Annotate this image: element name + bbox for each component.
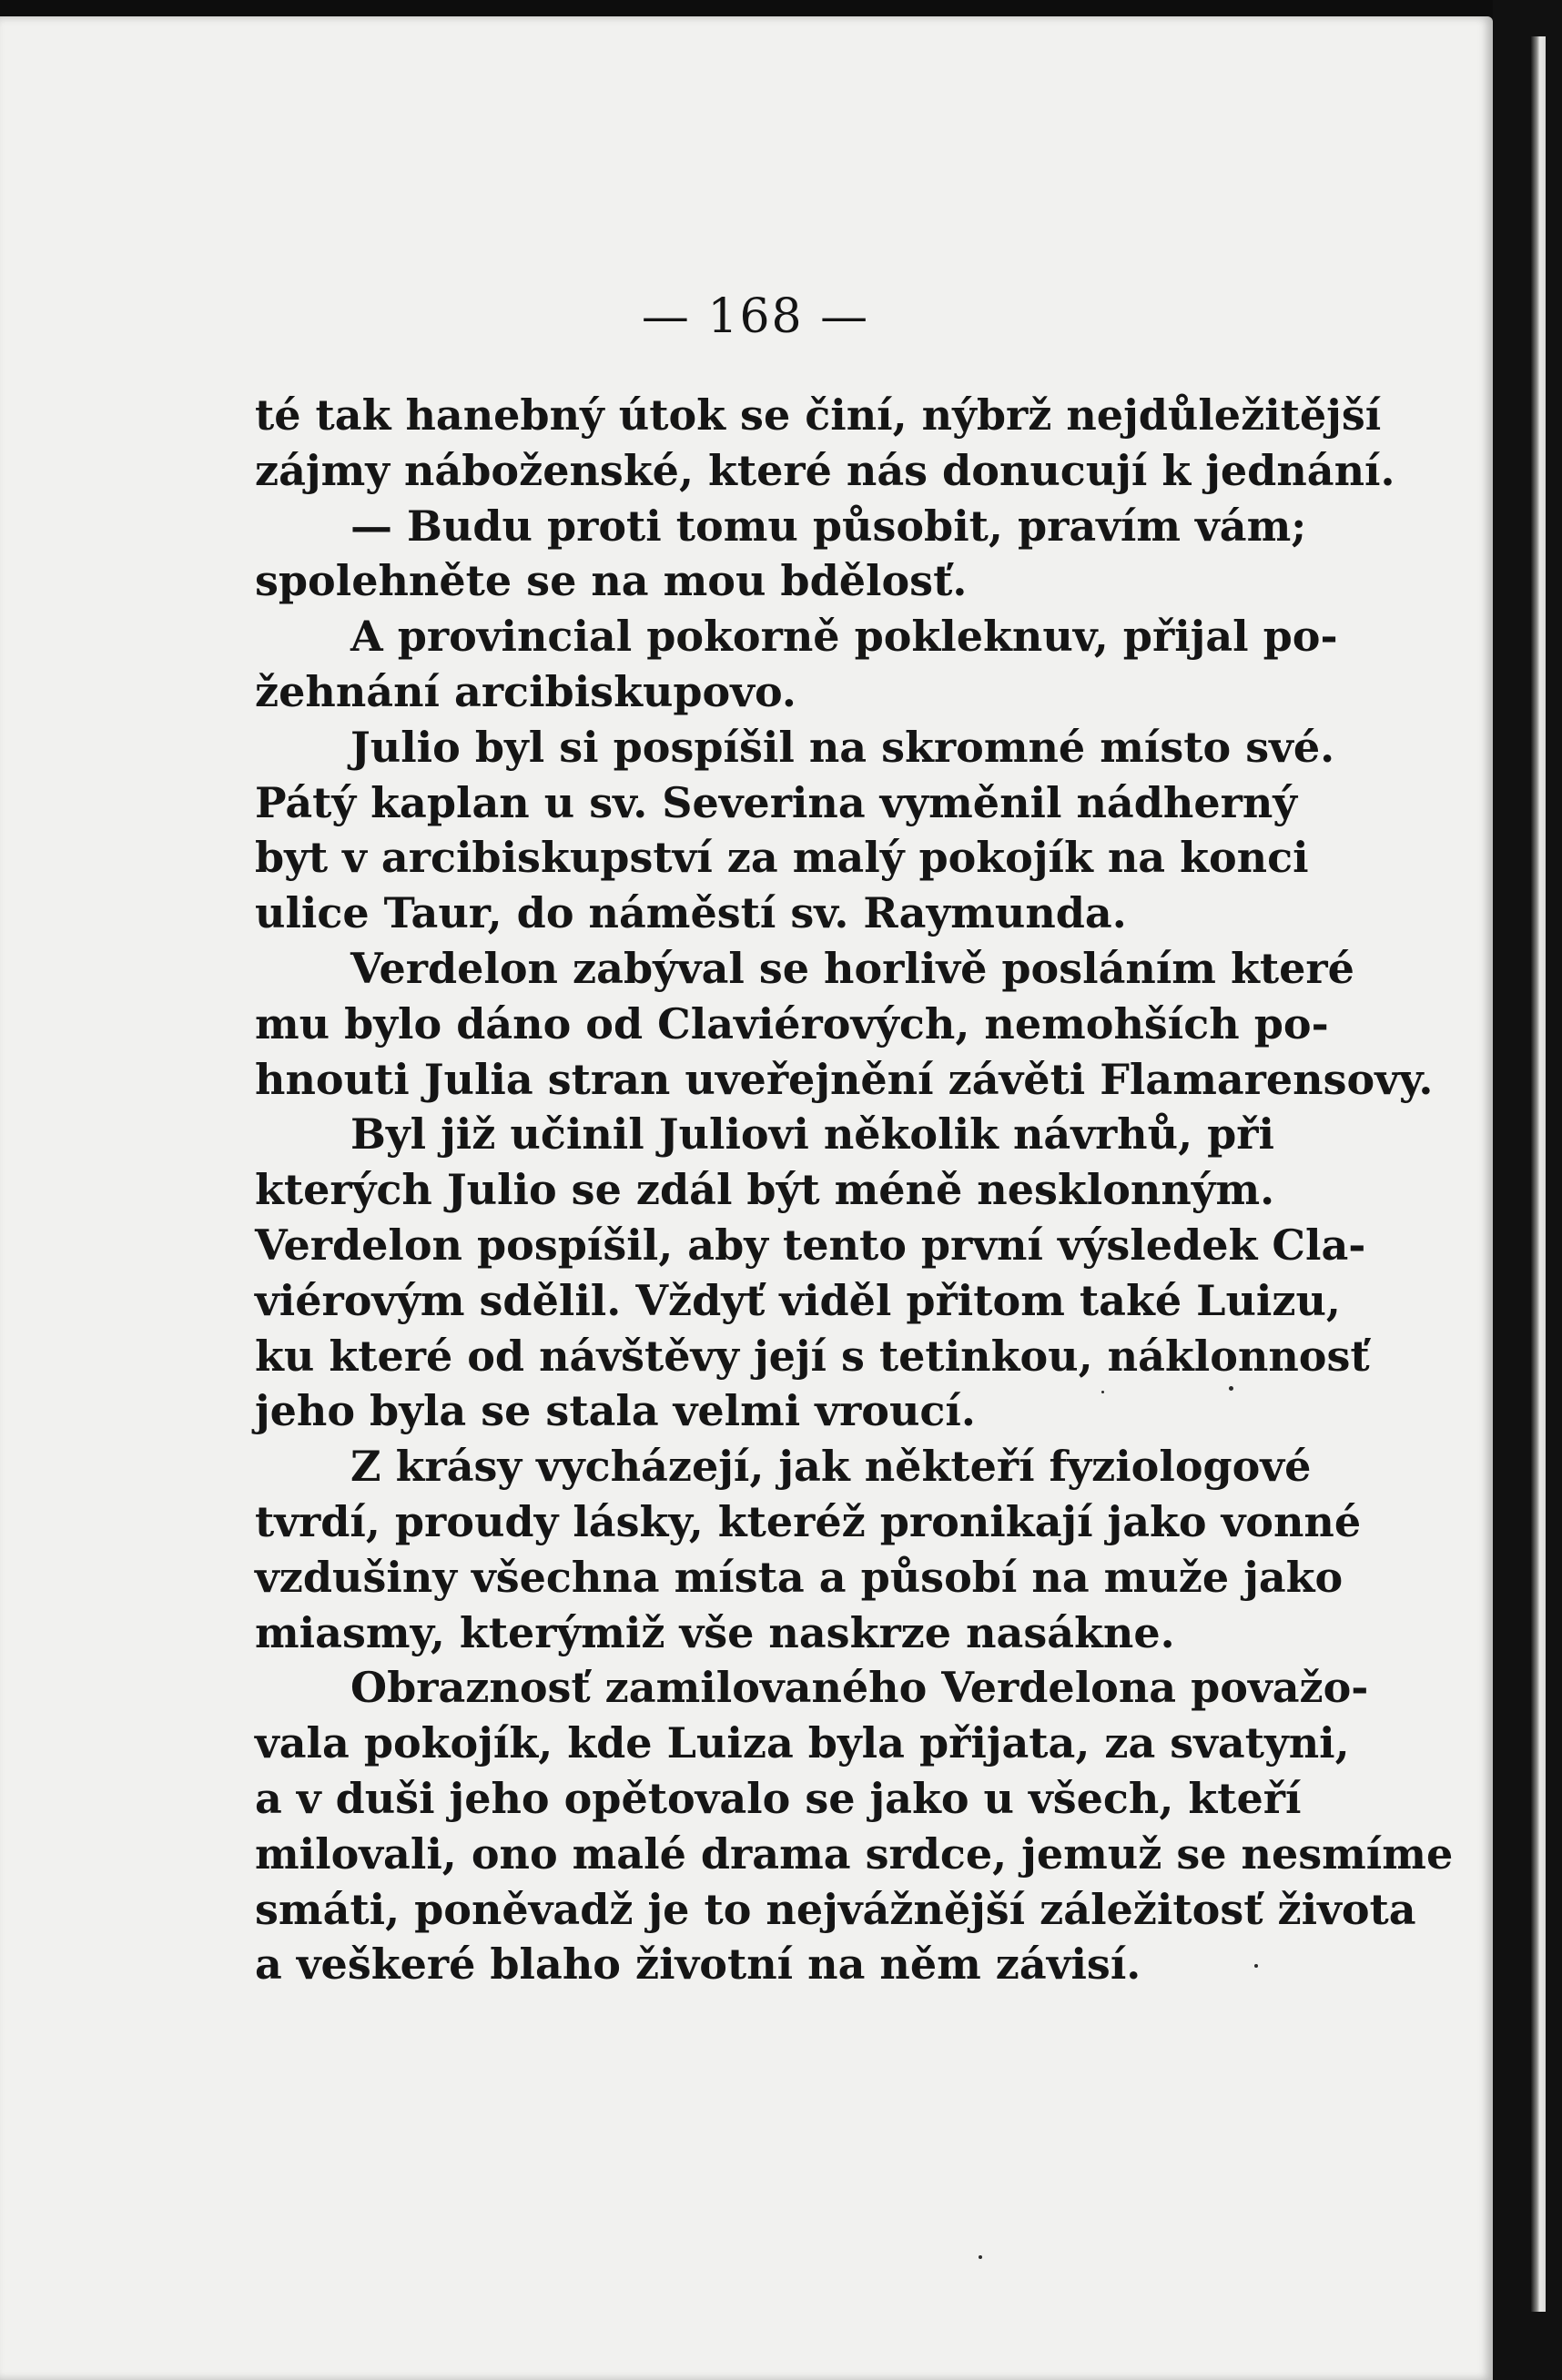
page-number: — 168 —	[641, 289, 870, 344]
text-line: kterých Julio se zdál být méně nesklonným.	[255, 1165, 1275, 1215]
book-page	[0, 16, 1493, 2380]
text-line: Obraznosť zamilovaného Verdelona považo-	[350, 1663, 1369, 1713]
text-line: Byl již učinil Juliovi několik návrhů, při	[350, 1109, 1274, 1160]
text-line: Z krásy vycházejí, jak někteří fyziologové	[350, 1442, 1312, 1492]
text-line: a veškeré blaho životní na něm závisí.	[255, 1939, 1141, 1990]
text-line: milovali, ono malé drama srdce, jemuž se nesmíme	[255, 1828, 1454, 1879]
text-line: a v duši jeho opětovalo se jako u všech, kteří	[255, 1773, 1302, 1823]
body-text	[255, 388, 1454, 1992]
text-line: Verdelon zabýval se horlivě posláním které	[350, 943, 1354, 993]
text-line: Pátý kaplan u sv. Severina vyměnil nádherný	[255, 777, 1298, 827]
page-edge-sliver	[1531, 36, 1546, 2312]
text-line: mu bylo dáno od Claviérových, nemohších po-	[255, 998, 1329, 1048]
text-line: ku které od návštěvy její s tetinkou, náklonnosť	[255, 1331, 1370, 1381]
text-line: — Budu proti tomu působit, pravím vám;	[350, 501, 1307, 551]
text-line: viérovým sdělil. Vždyť viděl přitom také Luizu,	[255, 1275, 1341, 1325]
text-line: spolehněte se na mou bdělosť.	[255, 556, 968, 606]
text-line: Verdelon pospíšil, aby tento první výsledek Cla-	[255, 1220, 1366, 1270]
text-line: ulice Taur, do náměstí sv. Raymunda.	[255, 888, 1127, 938]
text-line: vala pokojík, kde Luiza byla přijata, za svatyni,	[255, 1718, 1350, 1768]
text-line: Julio byl si pospíšil na skromné místo své.	[350, 722, 1335, 772]
text-line: miasmy, kterýmiž vše naskrze nasákne.	[255, 1607, 1175, 1657]
text-line: smáti, poněvadž je to nejvážnější záležitosť života	[255, 1884, 1416, 1934]
text-line: žehnání arcibiskupovo.	[255, 666, 796, 716]
text-line: té tak hanebný útok se činí, nýbrž nejdůležitější	[255, 390, 1382, 440]
text-line: jeho byla se stala velmi vroucí.	[255, 1386, 976, 1436]
text-line: vzdušiny všechna místa a působí na muže jako	[255, 1552, 1344, 1602]
text-line: A provincial pokorně pokleknuv, přijal po-	[350, 612, 1338, 662]
book-binding-edge	[1493, 0, 1562, 2380]
text-line: tvrdí, proudy lásky, kteréž pronikají jako vonné	[255, 1496, 1362, 1546]
text-line: byt v arcibiskupství za malý pokojík na konci	[255, 833, 1309, 883]
text-line: hnouti Julia stran uveřejnění závěti Flamarensovy.	[255, 1054, 1434, 1104]
text-line: zájmy náboženské, které nás donucují k jednání.	[255, 445, 1395, 495]
